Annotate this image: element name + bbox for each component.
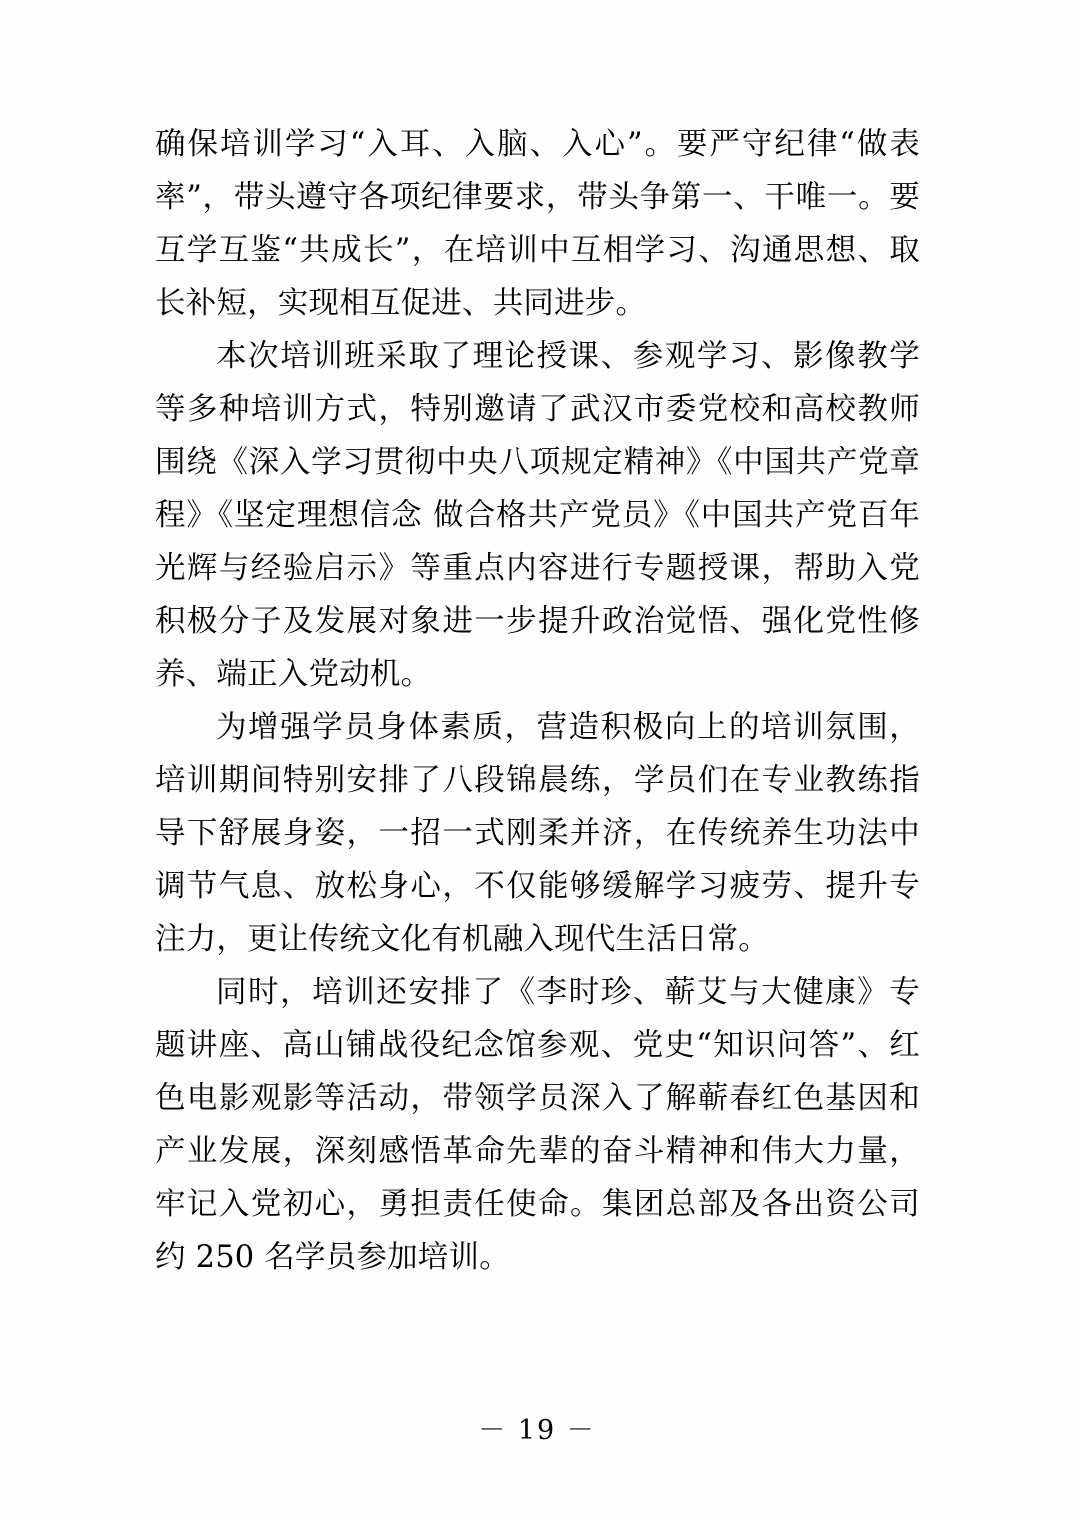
paragraph-3: 为增强学员身体素质，营造积极向上的培训氛围，培训期间特别安排了八段锦晨练，学员们在专业教练指导下舒展身姿，一招一式刚柔并济，在传统养生功法中调节气息、放松身心，不仅能够缓解学习疲劳、提升专注力，更让传统文化有机融入现代生活日常。 [155,710,920,957]
page-number: － 19 － [478,1415,596,1446]
page-body [155,118,920,1284]
paragraph-2: 本次培训班采取了理论授课、参观学习、影像教学等多种培训方式，特别邀请了武汉市委党校和高校教师围绕《深入学习贯彻中央八项规定精神》《中国共产党章程》《坚定理想信念 做合格共产党员》《中国共产党百年光辉与经验启示》等重点内容进行专题授课，帮助入党积极分子及发展对象进一步提升政治觉悟、强化党性修养、端正入党动机。 [155,339,920,692]
paragraph-4: 同时，培训还安排了《李时珍、蕲艾与大健康》专题讲座、高山铺战役纪念馆参观、党史“知识问答”、红色电影观影等活动，带领学员深入了解蕲春红色基因和产业发展，深刻感悟革命先辈的奋斗精神和伟大力量，牢记入党初心，勇担责任使命。集团总部及各出资公司约 250 名学员参加培训。 [155,975,920,1275]
paragraph-1: 确保培训学习“入耳、入脑、入心”。要严守纪律“做表率”，带头遵守各项纪律要求，带头争第一、干唯一。要互学互鉴“共成长”，在培训中互相学习、沟通思想、取长补短，实现相互促进、共同进步。 [155,127,920,321]
